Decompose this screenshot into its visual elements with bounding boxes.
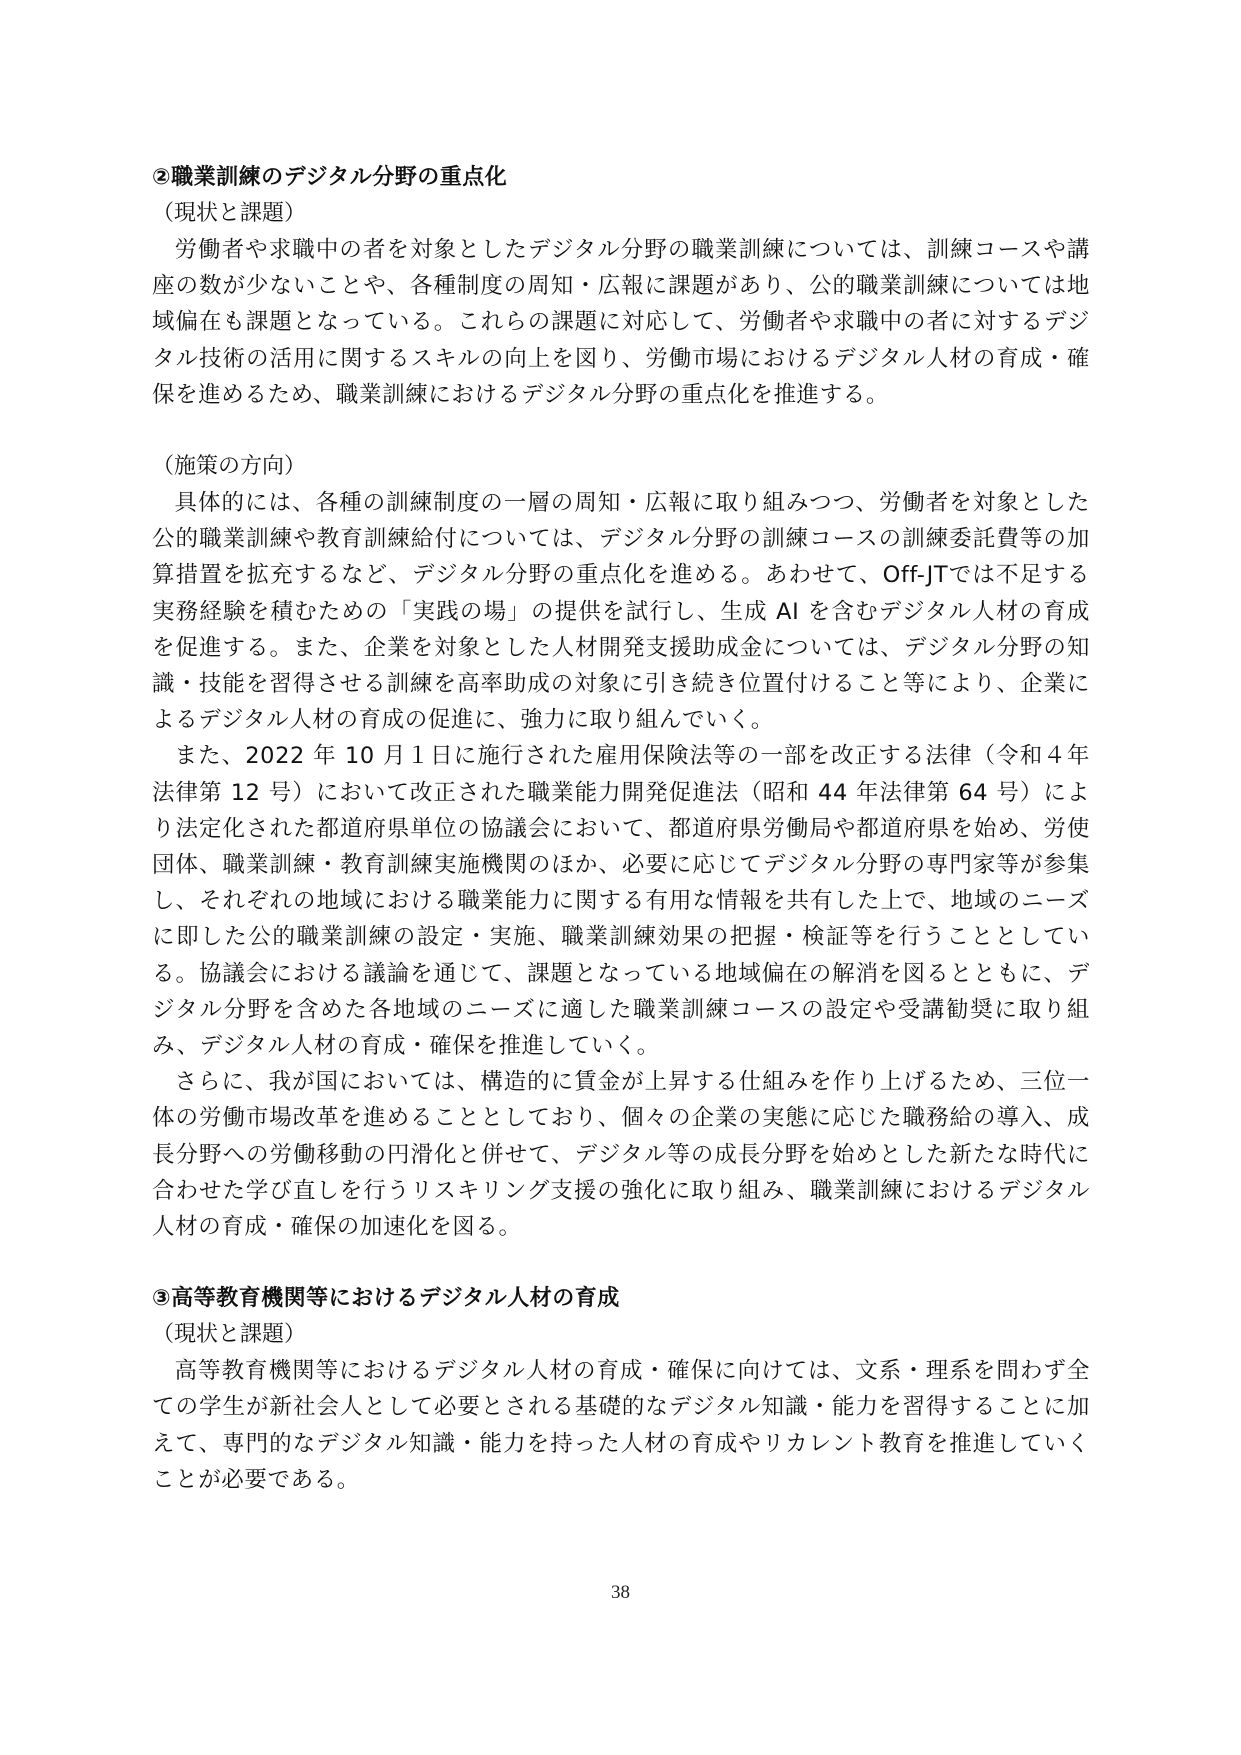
document-page (152, 160, 1090, 1498)
section-heading-higher-education-digital-talent: ③高等教育機関等におけるデジタル人材の育成 (152, 1286, 620, 1312)
paragraph: 具体的には、各種の訓練制度の一層の周知・広報に取り組みつつ、労働者を対象とした公的職業訓練や教育訓練給付については、デジタル分野の訓練コースの訓練委託費等の加算措置を拡充するなど、デジタル分野の重点化を進める。あわせて、Off-JTでは不足する実務経験を積むための「実践の場」の提供を試行し、生成 AI を含むデジタル人材の育成を促進する。また、企業を対象とした人材開発支援助成金については、デジタル分野の知識・技能を習得させる訓練を高率助成の対象に引き続き位置付けること等により、企業によるデジタル人材の育成の促進に、強力に取り組んでいく。 (152, 490, 1090, 734)
subsection-label-policy-direction: （施策の方向） (152, 454, 307, 480)
paragraph: 高等教育機関等におけるデジタル人材の育成・確保に向けては、文系・理系を問わず全ての学生が新社会人として必要とされる基礎的なデジタル知識・能力を習得することに加えて、専門的なデジタル知識・能力を持った人材の育成やリカレント教育を推進していくことが必要である。 (152, 1358, 1090, 1493)
paragraph: また、2022 年 10 月１日に施行された雇用保険法等の一部を改正する法律（令和４年法律第 12 号）において改正された職業能力開発促進法（昭和 44 年法律第 64 号）により法定化された都道府県単位の協議会において、都道府県労働局や都道府県を始め、労使団体、職業訓練・教育訓練実施機関のほか、必要に応じてデジタル分野の専門家等が参集し、それぞれの地域における職業能力に関する有用な情報を共有した上で、地域のニーズに即した公的職業訓練の設定・実施、職業訓練効果の把握・検証等を行うこととしている。協議会における議論を通じて、課題となっている地域偏在の解消を図るとともに、デジタル分野を含めた各地域のニーズに適した職業訓練コースの設定や受講勧奨に取り組み、デジタル人材の育成・確保を推進していく。 (152, 743, 1090, 1060)
section-heading-digital-vocational-training: ②職業訓練のデジタル分野の重点化 (152, 165, 508, 190)
spacer (152, 1245, 1090, 1281)
subsection-label-current-status: （現状と課題） (152, 1322, 307, 1348)
page-number: 38 (611, 1582, 630, 1603)
spacer (152, 413, 1090, 449)
paragraph: 労働者や求職中の者を対象としたデジタル分野の職業訓練については、訓練コースや講座の数が少ないことや、各種制度の周知・広報に課題があり、公的職業訓練については地域偏在も課題となっている。これらの課題に対応して、労働者や求職中の者に対するデジタル技術の活用に関するスキルの向上を図り、労働市場におけるデジタル人材の育成・確保を進めるため、職業訓練におけるデジタル分野の重点化を推進する。 (152, 237, 1090, 408)
subsection-label-current-status: （現状と課題） (152, 201, 307, 226)
paragraph: さらに、我が国においては、構造的に賃金が上昇する仕組みを作り上げるため、三位一体の労働市場改革を進めることとしており、個々の企業の実態に応じた職務給の導入、成長分野への労働移動の円滑化と併せて、デジタル等の成長分野を始めとした新たな時代に合わせた学び直しを行うリスキリング支援の強化に取り組み、職業訓練におけるデジタル人材の育成・確保の加速化を図る。 (152, 1069, 1090, 1241)
